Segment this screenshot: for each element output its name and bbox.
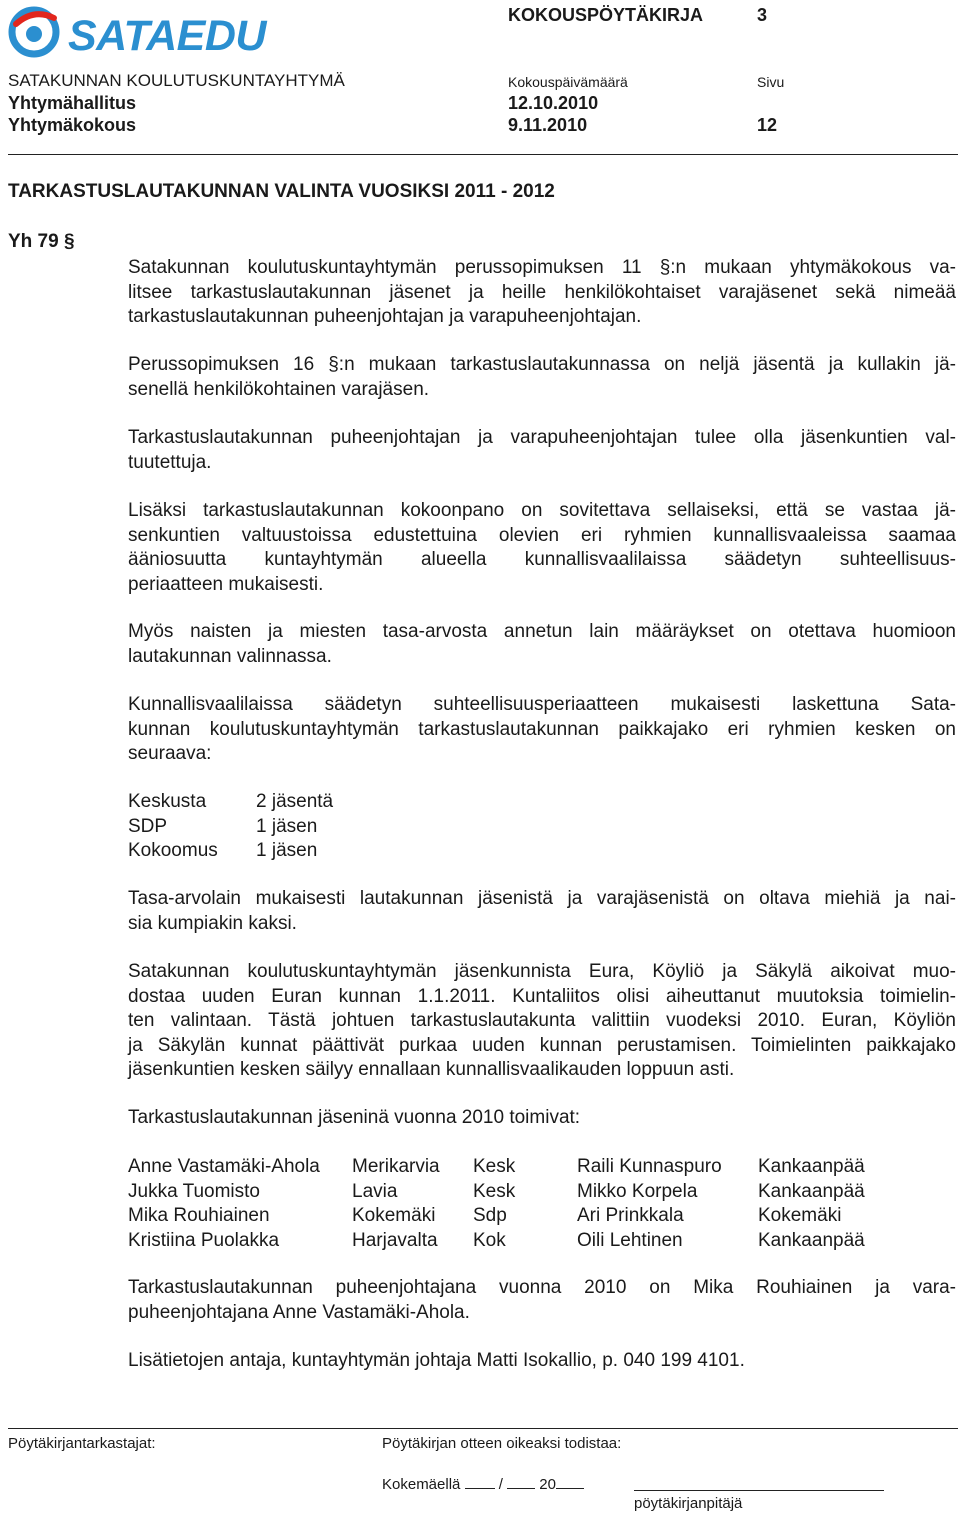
footer-divider bbox=[8, 1428, 958, 1429]
member-name: Anne Vastamäki-Ahola bbox=[128, 1156, 320, 1177]
deputy-town: Kankaanpää bbox=[758, 1156, 865, 1177]
deputy-name: Oili Lehtinen bbox=[577, 1229, 683, 1251]
members-table bbox=[128, 1155, 865, 1253]
doc-title: KOKOUSPÖYTÄKIRJA bbox=[508, 5, 704, 25]
reviewers-label: Pöytäkirjantarkastajat: bbox=[8, 1435, 156, 1452]
member-party: Kesk bbox=[473, 1156, 516, 1177]
text-line: sia kumpiakin kaksi. bbox=[128, 912, 297, 934]
sataedu-logo bbox=[8, 4, 266, 62]
party-name: Keskusta bbox=[128, 791, 207, 812]
text-line: Satakunnan koulutuskuntayhtymän perussopimuksen 11 §:n mukaan yhtymäkokous va- bbox=[128, 257, 956, 278]
member-town: Merikarvia bbox=[352, 1156, 440, 1177]
member-party: Kok bbox=[473, 1229, 506, 1251]
keeper-label: pöytäkirjanpitäjä bbox=[634, 1495, 743, 1512]
signature-line bbox=[634, 1490, 884, 1491]
text-line: tarkastuslautakunnan puheenjohtajan ja varapuheenjohtajan. bbox=[128, 306, 642, 327]
month-blank bbox=[507, 1474, 535, 1489]
section-number: Yh 79 § bbox=[8, 231, 75, 252]
text-line: Satakunnan koulutuskuntayhtymän jäsenkunnista Eura, Köyliö ja Säkylä aikoivat muo- bbox=[128, 961, 956, 982]
text-line: Lisäksi tarkastuslautakunnan kokoonpano on sovitettava sellaiseksi, että se vastaa jä- bbox=[128, 500, 956, 521]
text-line: Tarkastuslautakunnan jäseninä vuonna 2010 toimivat: bbox=[128, 1107, 581, 1128]
party-seats: 1 jäsen bbox=[256, 815, 318, 837]
date-slash: / bbox=[498, 1476, 503, 1493]
paragraph bbox=[128, 620, 956, 669]
text-line: periaatteen mukaisesti. bbox=[128, 573, 324, 595]
deputy-name: Ari Prinkkala bbox=[577, 1205, 684, 1226]
text-line: dostaa uuden Euran kunnan 1.1.2011. Kuntaliitos olisi aiheuttanut muutoksia toimielin- bbox=[128, 985, 956, 1007]
page-title: TARKASTUSLAUTAKUNNAN VALINTA VUOSIKSI 2011 - 2012 bbox=[8, 181, 555, 202]
paragraph bbox=[128, 693, 956, 767]
paragraph bbox=[128, 1276, 956, 1325]
member-town: Kokemäki bbox=[352, 1205, 436, 1226]
table-row bbox=[128, 815, 333, 840]
member-name: Jukka Tuomisto bbox=[128, 1180, 260, 1202]
body-name: Yhtymäkokous bbox=[8, 115, 137, 135]
table-row bbox=[128, 1204, 865, 1229]
logo-text: SATAEDU bbox=[68, 12, 266, 60]
table-row bbox=[128, 1155, 865, 1180]
paragraph bbox=[128, 1106, 956, 1131]
paragraph bbox=[128, 887, 956, 936]
text-line: ääniosuutta kuntayhtymän alueella kunnallisvaalilaissa säädetyn suhteellisuus- bbox=[128, 549, 956, 570]
party-seats: 1 jäsen bbox=[256, 840, 318, 861]
body-name: Yhtymähallitus bbox=[8, 93, 137, 113]
paragraph bbox=[128, 256, 956, 330]
sataedu-logo-mark bbox=[8, 4, 64, 60]
party-name: SDP bbox=[128, 815, 168, 837]
text-line: Tarkastuslautakunnan puheenjohtajana vuonna 2010 on Mika Rouhiainen ja vara- bbox=[128, 1277, 956, 1298]
deputy-name: Mikko Korpela bbox=[577, 1180, 698, 1202]
deputy-town: Kankaanpää bbox=[758, 1229, 865, 1251]
table-row bbox=[128, 790, 333, 815]
text-line: lautakunnan valinnassa. bbox=[128, 645, 332, 667]
member-name: Mika Rouhiainen bbox=[128, 1205, 270, 1226]
text-line: ten valintaan. Tästä johtuen tarkastuslautakunta valittiin vuodeksi 2010. Euran, Köyliön bbox=[128, 1010, 956, 1031]
certified-label: Pöytäkirjan otteen oikeaksi todistaa: bbox=[382, 1435, 622, 1452]
text-line: seuraava: bbox=[128, 743, 212, 764]
member-name: Kristiina Puolakka bbox=[128, 1229, 280, 1251]
text-line: jäsenkuntien kesken säilyy ennallaan kunnallisvaalikauden loppuun asti. bbox=[128, 1059, 735, 1080]
text-line: Kunnallisvaalilaissa säädetyn suhteellisuusperiaatteen mukaisesti laskettuna Sata- bbox=[128, 694, 956, 715]
member-town: Harjavalta bbox=[352, 1229, 438, 1251]
paragraph bbox=[128, 1349, 956, 1374]
text-line: ja Säkylän kunnat päättivät purkaa uuden kunnan perustamisen. Toimielinten paikkajako bbox=[128, 1034, 956, 1056]
paragraph bbox=[128, 499, 956, 597]
doc-number: 3 bbox=[757, 5, 768, 25]
text-line: puheenjohtajana Anne Vastamäki-Ahola. bbox=[128, 1301, 470, 1323]
text-line: Myös naisten ja miesten tasa-arvosta annetun lain määräykset on otettava huomioon bbox=[128, 621, 956, 642]
page-number: 12 bbox=[757, 115, 778, 135]
text-line: senkuntien valtuustoissa edustettuina olevien eri ryhmien kunnallisvaaleissa saamaa bbox=[128, 524, 956, 546]
table-row bbox=[128, 1180, 865, 1205]
org-name: SATAKUNNAN KOULUTUSKUNTAYHTYMÄ bbox=[8, 71, 345, 90]
signature-date-line bbox=[382, 1474, 584, 1493]
table-row bbox=[128, 839, 333, 864]
paragraph bbox=[128, 960, 956, 1083]
text-line: litsee tarkastuslautakunnan jäsenet ja heille henkilökohtaiset varajäsenet sekä nimeää bbox=[128, 281, 956, 303]
party-name: Kokoomus bbox=[128, 840, 218, 861]
meeting-date: 12.10.2010 bbox=[508, 93, 599, 113]
place-name: Kokemäellä bbox=[382, 1476, 461, 1493]
table-row bbox=[128, 1229, 865, 1254]
page-label: Sivu bbox=[757, 74, 785, 90]
date-label: Kokouspäivämäärä bbox=[508, 74, 628, 90]
text-line: kunnan koulutuskuntayhtymän tarkastuslautakunnan paikkajako eri ryhmien kesken on bbox=[128, 718, 956, 740]
year-prefix: 20 bbox=[539, 1476, 556, 1493]
day-blank bbox=[465, 1474, 495, 1489]
party-seats: 2 jäsentä bbox=[256, 791, 334, 812]
text-line: Tasa-arvolain mukaisesti lautakunnan jäsenistä ja varajäsenistä on oltava miehiä ja nai- bbox=[128, 888, 956, 909]
seat-allocation-table bbox=[128, 790, 333, 864]
member-party: Kesk bbox=[473, 1180, 516, 1202]
member-party: Sdp bbox=[473, 1205, 507, 1226]
text-line: Perussopimuksen 16 §:n mukaan tarkastuslautakunnassa on neljä jäsentä ja kullakin jä- bbox=[128, 354, 956, 375]
deputy-town: Kokemäki bbox=[758, 1205, 842, 1226]
paragraph bbox=[128, 353, 956, 402]
deputy-town: Kankaanpää bbox=[758, 1180, 865, 1202]
member-town: Lavia bbox=[352, 1180, 398, 1202]
year-blank bbox=[556, 1474, 584, 1489]
paragraph bbox=[128, 426, 956, 475]
header-divider bbox=[8, 154, 958, 155]
deputy-name: Raili Kunnaspuro bbox=[577, 1156, 722, 1177]
meeting-date: 9.11.2010 bbox=[508, 115, 588, 135]
text-line: senellä henkilökohtainen varajäsen. bbox=[128, 378, 430, 400]
text-line: Tarkastuslautakunnan puheenjohtajan ja varapuheenjohtajan tulee olla jäsenkuntien val- bbox=[128, 427, 956, 448]
text-line: Lisätietojen antaja, kuntayhtymän johtaja Matti Isokallio, p. 040 199 4101. bbox=[128, 1350, 745, 1371]
text-line: tuutettuja. bbox=[128, 451, 212, 473]
